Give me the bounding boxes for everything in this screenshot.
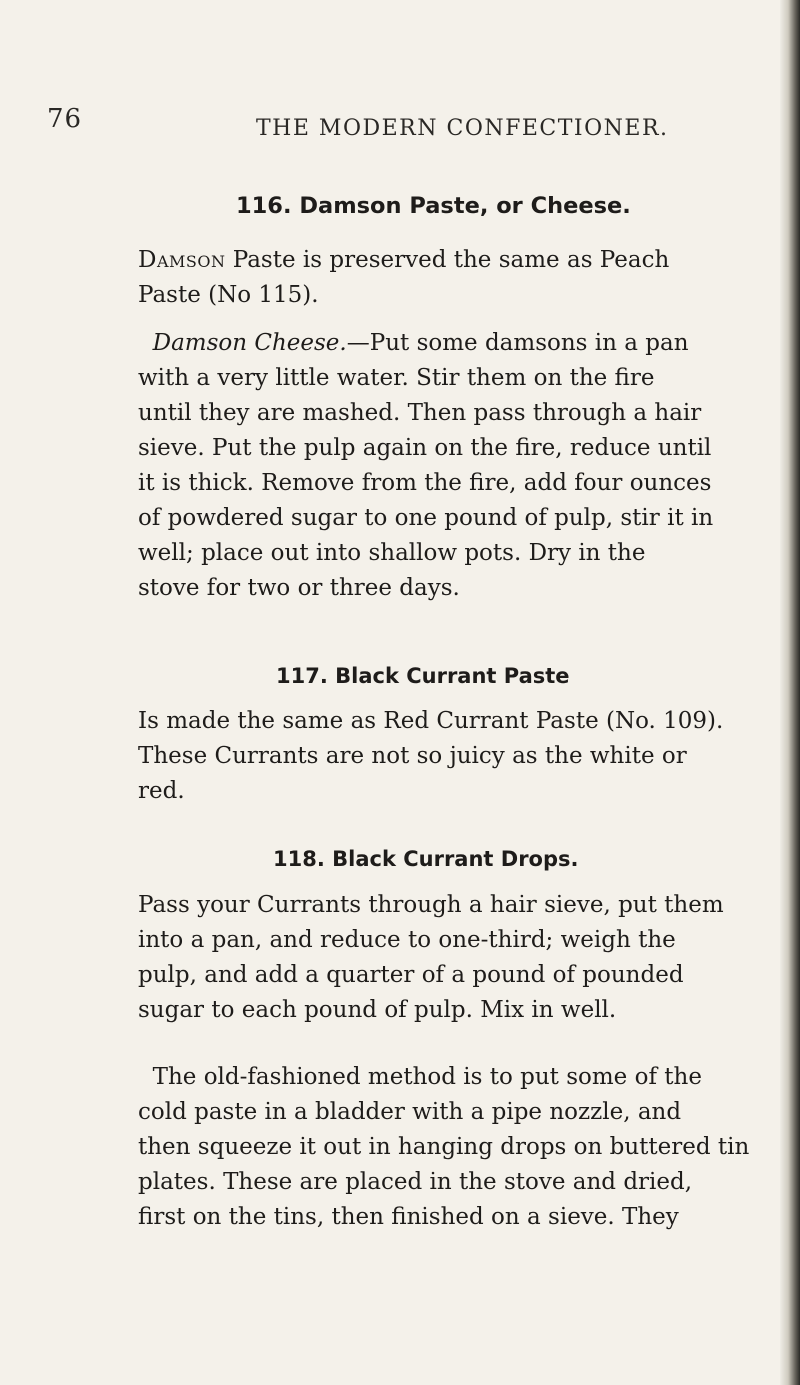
text-line: [138, 243, 778, 278]
text-line: Is made the same as Red Currant Paste (No. 109).: [138, 708, 724, 734]
lead-word: Damson: [138, 247, 226, 273]
text-line: These Currants are not so juicy as the white or: [138, 743, 687, 769]
section-heading-116: 116. Damson Paste, or Cheese.: [236, 193, 631, 219]
text-line: pulp, and add a quarter of a pound of pounded: [138, 962, 684, 988]
text-line: cold paste in a bladder with a pipe nozzle, and: [138, 1099, 682, 1125]
text-line: red.: [138, 778, 185, 804]
line-text: The old-fashioned method is to put some of the: [152, 1064, 702, 1090]
paragraph-damson-cheese: [138, 326, 778, 606]
text-line: Pass your Currants through a hair sieve, put them: [138, 892, 724, 918]
paragraph-black-currant-drops: [138, 888, 778, 1028]
line-text: —Put some damsons in a pan: [346, 330, 689, 356]
text-line: plates. These are placed in the stove and dried,: [138, 1169, 693, 1195]
text-line: [138, 326, 778, 361]
text-line: stove for two or three days.: [138, 575, 460, 601]
paragraph-damson-paste: [138, 243, 778, 313]
text-line: then squeeze it out in hanging drops on buttered tin: [138, 1134, 750, 1160]
text-line: first on the tins, then finished on a sieve. They: [138, 1204, 679, 1230]
paragraph-old-fashioned-method: [138, 1060, 778, 1235]
text-line: with a very little water. Stir them on the fire: [138, 365, 655, 391]
section-heading-118: 118. Black Currant Drops.: [273, 847, 579, 871]
text-line: it is thick. Remove from the fire, add four ounces: [138, 470, 712, 496]
line-text: Paste is preserved the same as Peach: [225, 247, 670, 273]
section-heading-117: 117. Black Currant Paste: [276, 664, 570, 688]
text-line: until they are mashed. Then pass through a hair: [138, 400, 702, 426]
text-line: sieve. Put the pulp again on the fire, reduce until: [138, 435, 712, 461]
text-line: into a pan, and reduce to one-third; weigh the: [138, 927, 676, 953]
text-line: [138, 1060, 778, 1095]
text-line: Paste (No 115).: [138, 282, 319, 308]
text-line: sugar to each pound of pulp. Mix in well.: [138, 997, 617, 1023]
running-head: THE MODERN CONFECTIONER.: [256, 116, 669, 141]
text-line: of powdered sugar to one pound of pulp, stir it in: [138, 505, 714, 531]
paragraph-black-currant-paste: [138, 704, 778, 809]
italic-lead: Damson Cheese.: [152, 330, 347, 356]
page-number: 76: [47, 104, 83, 134]
text-line: well; place out into shallow pots. Dry in the: [138, 540, 646, 566]
